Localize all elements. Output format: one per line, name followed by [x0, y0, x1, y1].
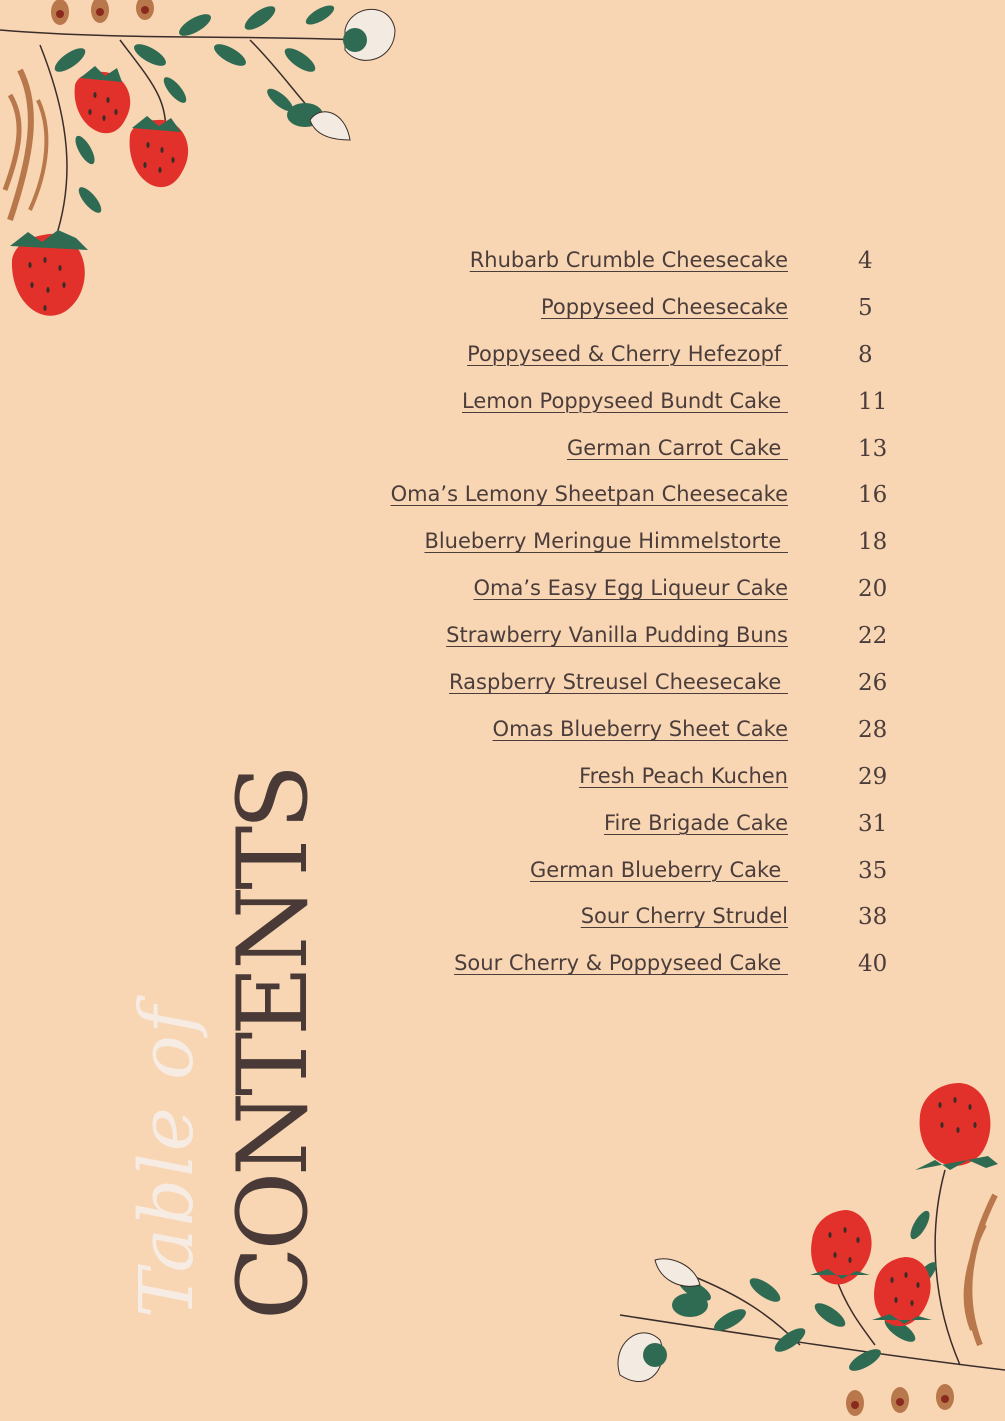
toc-page-number: 18 — [858, 529, 888, 556]
toc-page-number: 31 — [858, 810, 888, 837]
toc-link[interactable]: Omas Blueberry Sheet Cake — [492, 716, 788, 741]
toc-row — [300, 623, 900, 670]
toc-row — [300, 811, 900, 858]
toc-link[interactable]: Lemon Poppyseed Bundt Cake — [462, 388, 788, 413]
toc-link[interactable]: Strawberry Vanilla Pudding Buns — [446, 623, 788, 648]
toc-page-number: 40 — [858, 951, 888, 978]
toc-row — [300, 389, 900, 436]
toc-row — [300, 670, 900, 717]
toc-row — [300, 529, 900, 576]
toc-page-number: 22 — [858, 623, 888, 650]
toc-row — [300, 858, 900, 905]
strawberry-branch-bottom-icon — [600, 1075, 1005, 1421]
toc-link[interactable]: Fire Brigade Cake — [603, 810, 788, 835]
toc-page-number: 28 — [858, 716, 888, 743]
toc-link[interactable]: Oma’s Easy Egg Liqueur Cake — [473, 576, 788, 601]
toc-page-number: 26 — [858, 670, 888, 697]
toc-row — [300, 904, 900, 951]
toc-page-number: 8 — [858, 341, 873, 368]
title-main: CONTENTS — [217, 767, 329, 1320]
toc-row — [300, 436, 900, 483]
toc-link[interactable]: Poppyseed & Cherry Hefezopf — [467, 341, 788, 366]
toc-link[interactable]: Sour Cherry & Poppyseed Cake — [454, 951, 788, 976]
toc-link[interactable]: Oma’s Lemony Sheetpan Cheesecake — [390, 482, 788, 507]
toc-page-number: 13 — [858, 435, 888, 462]
toc-row — [300, 248, 900, 295]
toc-row — [300, 576, 900, 623]
toc-page-number: 20 — [858, 576, 888, 603]
toc-page-number: 11 — [858, 388, 888, 415]
toc-row — [300, 764, 900, 811]
toc-link[interactable]: German Carrot Cake — [566, 435, 788, 460]
toc-page-number: 4 — [858, 248, 873, 274]
toc-page-number: 35 — [858, 857, 888, 884]
toc-row — [300, 482, 900, 529]
toc-link[interactable]: Sour Cherry Strudel — [580, 904, 788, 929]
toc-page-number: 16 — [858, 482, 888, 509]
toc-row — [300, 717, 900, 764]
toc-list — [300, 248, 900, 998]
title-script: Table of — [124, 1003, 210, 1318]
toc-link[interactable]: Raspberry Streusel Cheesecake — [449, 670, 788, 695]
toc-row — [300, 295, 900, 342]
toc-link[interactable]: German Blueberry Cake — [529, 857, 788, 882]
toc-page-number: 38 — [858, 904, 888, 931]
toc-link[interactable]: Rhubarb Crumble Cheesecake — [469, 248, 788, 272]
toc-row — [300, 342, 900, 389]
toc-page-number: 5 — [858, 294, 873, 321]
toc-page-number: 29 — [858, 763, 888, 790]
toc-row — [300, 951, 900, 998]
toc-link[interactable]: Blueberry Meringue Himmelstorte — [424, 529, 788, 554]
toc-link[interactable]: Poppyseed Cheesecake — [540, 294, 788, 319]
toc-link[interactable]: Fresh Peach Kuchen — [579, 763, 788, 788]
